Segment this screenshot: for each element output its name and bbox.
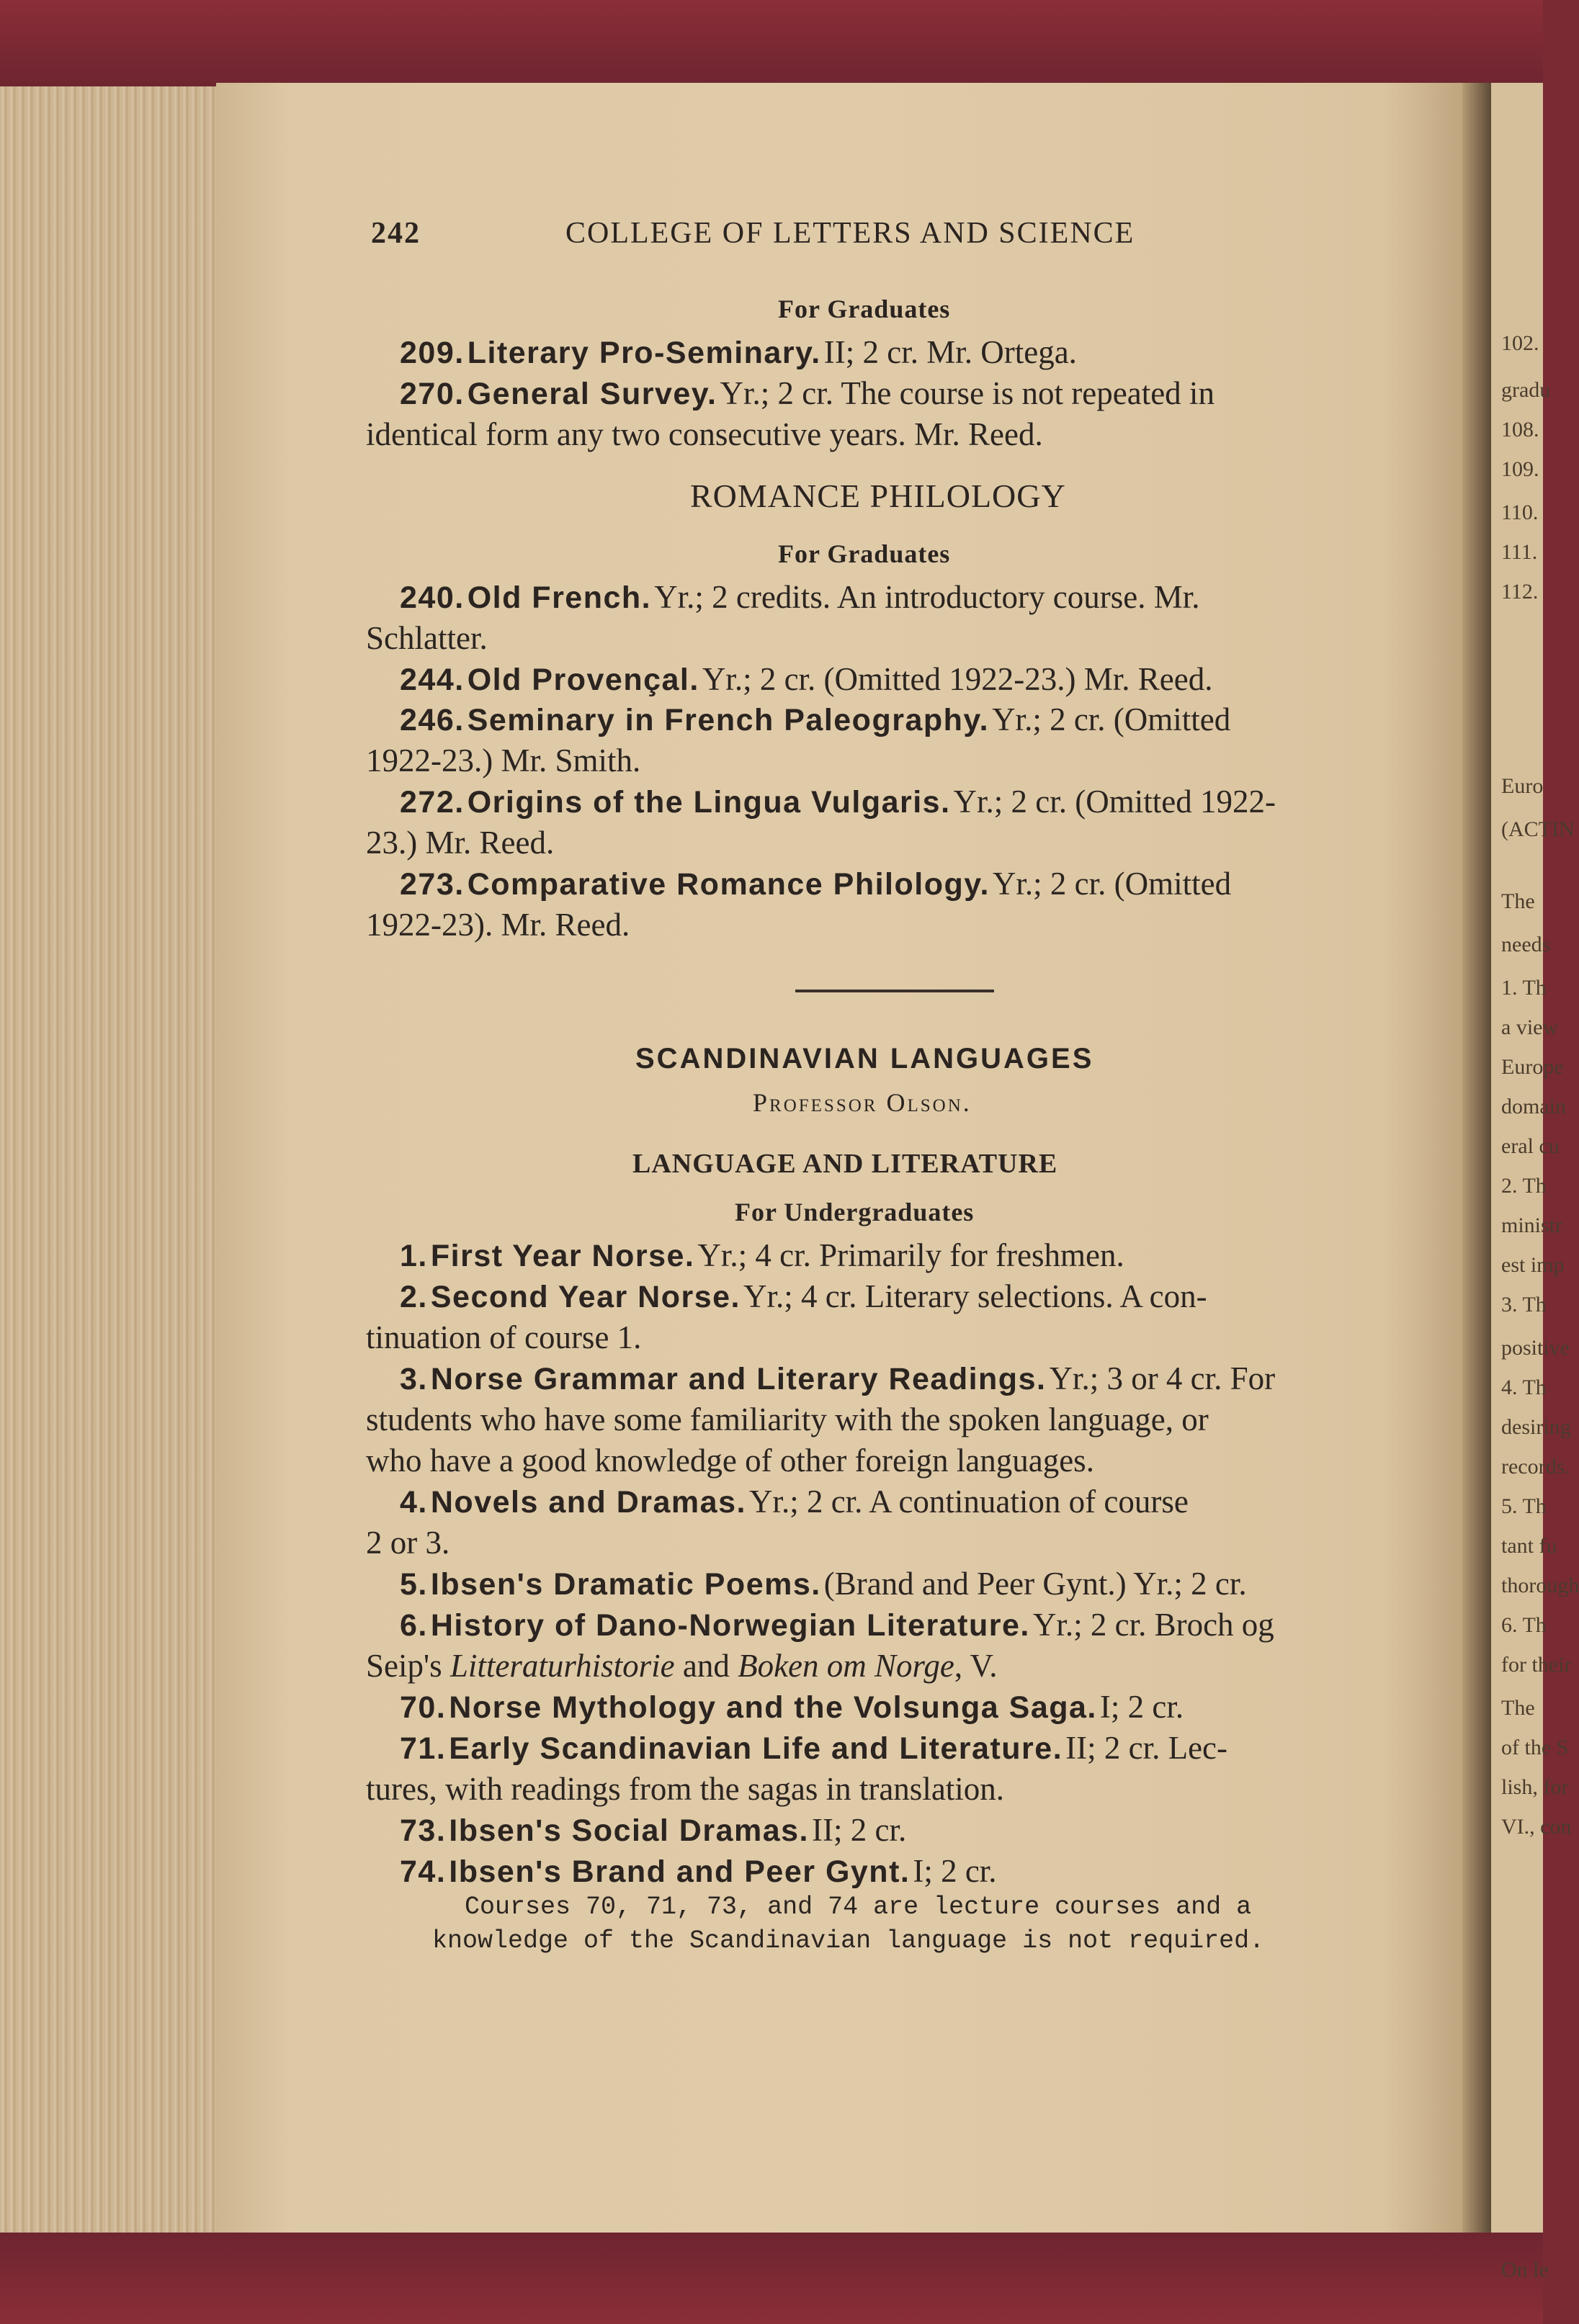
next-page-line: tant fu [1501, 1534, 1557, 1558]
course-title: Norse Grammar and Literary Readings. [430, 1362, 1047, 1396]
course-title: Origins of the Lingua Vulgaris. [467, 785, 951, 820]
course-entry [400, 1483, 1189, 1520]
next-page-line: 4. Th [1501, 1376, 1547, 1399]
course-number: 73. [400, 1813, 447, 1848]
course-details: Yr.; 2 cr. (Omitted 1922-23.) Mr. Reed. [702, 661, 1213, 697]
course-details: Yr.; 2 cr. Broch og [1032, 1607, 1274, 1643]
course-details: Yr.; 2 cr. The course is not repeated in [720, 375, 1215, 411]
course-continuation: Schlatter. [366, 620, 488, 656]
course-number: 4. [400, 1485, 428, 1520]
course-title: First Year Norse. [430, 1239, 695, 1273]
next-page-line: 109. [1501, 457, 1539, 481]
next-page-line: gradu [1501, 378, 1551, 402]
course-entry [400, 374, 1419, 412]
next-page-line: 3. Th [1501, 1293, 1547, 1316]
next-page-line: (ACTIN [1501, 817, 1575, 841]
course-number: 74. [400, 1854, 447, 1889]
footnote-line: knowledge of the Scandinavian language is not required. [432, 1926, 1265, 1955]
course-number: 240. [400, 580, 465, 615]
course-entry [400, 660, 1212, 698]
course-number: 246. [400, 703, 465, 737]
next-page-line: 111. [1501, 540, 1538, 564]
course-details: II; 2 cr. Mr. Ortega. [823, 334, 1077, 370]
course-number: 270. [400, 377, 465, 411]
next-page-line: 1. Th [1501, 976, 1547, 1000]
course-details: Yr.; 2 cr. (Omitted [992, 701, 1231, 737]
next-page-line: domain [1501, 1095, 1566, 1118]
course-details: II; 2 cr. Lec- [1065, 1730, 1228, 1766]
next-page-line: desiring [1501, 1415, 1571, 1439]
running-head: COLLEGE OF LETTERS AND SCIENCE [565, 217, 1135, 250]
course-continuation: identical form any two consecutive years. Mr. Reed. [366, 416, 1043, 452]
next-page-line: VI., con [1501, 1815, 1572, 1839]
continuation-text: and [674, 1648, 738, 1684]
next-page-line: of the S [1501, 1736, 1569, 1759]
next-page-line: positive [1501, 1336, 1570, 1360]
next-page-line: 108. [1501, 418, 1539, 441]
course-details: (Brand and Peer Gynt.) Yr.; 2 cr. [823, 1566, 1247, 1602]
course-number: 1. [400, 1239, 428, 1273]
next-page-line: 5. Th [1501, 1494, 1547, 1518]
next-page-line: 6. Th [1501, 1613, 1547, 1637]
next-page-line: 110. [1501, 501, 1539, 524]
course-number: 70. [400, 1690, 447, 1725]
course-entry [400, 578, 1200, 616]
next-page-line: eral cu [1501, 1134, 1560, 1158]
course-title: Norse Mythology and the Volsunga Saga. [449, 1690, 1097, 1725]
next-page-line: 102. [1501, 331, 1539, 355]
course-entry [400, 1688, 1184, 1726]
section-heading: ROMANCE PHILOLOGY [690, 477, 1066, 514]
next-page-line: 112. [1501, 580, 1539, 604]
course-number: 209. [400, 336, 465, 370]
subheading: For Undergraduates [735, 1198, 975, 1226]
book-title: Boken om Norge [738, 1648, 954, 1684]
course-title: Second Year Norse. [430, 1280, 741, 1314]
division-heading: LANGUAGE AND LITERATURE [632, 1149, 1058, 1179]
course-entry [400, 1811, 906, 1849]
course-details: Yr.; 2 cr. A continuation of course [748, 1484, 1189, 1520]
adjacent-page-fragment [1491, 83, 1579, 2282]
next-page-line: a view [1501, 1015, 1559, 1039]
course-continuation: tures, with readings from the sagas in translation. [366, 1771, 1005, 1807]
course-continuation: tinuation of course 1. [366, 1319, 642, 1355]
course-entry [400, 1278, 1207, 1315]
course-number: 273. [400, 867, 465, 902]
next-page-line: The [1501, 1696, 1535, 1720]
course-title: Ibsen's Social Dramas. [449, 1813, 810, 1848]
course-number: 2. [400, 1280, 428, 1314]
next-page-line: Euro [1501, 774, 1544, 798]
course-continuation: 23.) Mr. Reed. [366, 825, 555, 861]
next-page-line: 2. Th [1501, 1174, 1547, 1198]
course-title: Ibsen's Brand and Peer Gynt. [449, 1854, 911, 1889]
course-entry [400, 1360, 1275, 1397]
next-page-line: records. [1501, 1455, 1570, 1479]
next-page-line: needs [1501, 933, 1551, 956]
continuation-text: , V. [954, 1648, 998, 1684]
course-title: Old French. [467, 580, 652, 615]
course-title: Early Scandinavian Life and Literature. [449, 1731, 1063, 1766]
course-entry [400, 1237, 1124, 1274]
course-entry [400, 1606, 1274, 1643]
course-entry [400, 865, 1231, 902]
next-page-line: est imp [1501, 1253, 1565, 1277]
next-page-line: for their [1501, 1653, 1572, 1677]
course-entry [400, 333, 1077, 371]
course-entry [400, 783, 1276, 820]
next-page-line: On le [1501, 2258, 1549, 2282]
next-page-line: thorough [1501, 1574, 1579, 1597]
page-stack-edge [0, 86, 216, 2233]
course-title: Ibsen's Dramatic Poems. [430, 1567, 821, 1602]
course-title: Comparative Romance Philology. [467, 867, 990, 902]
section-divider [795, 990, 994, 992]
course-details: I; 2 cr. [913, 1853, 997, 1889]
continuation-text: Seip's [366, 1648, 450, 1684]
course-number: 244. [400, 663, 465, 697]
course-entry [400, 1852, 997, 1890]
course-title: Old Provençal. [467, 663, 699, 697]
subheading: For Graduates [778, 295, 951, 323]
gutter-shadow [1462, 83, 1491, 2233]
course-number: 272. [400, 785, 465, 820]
course-continuation: students who have some familiarity with the spoken language, or [366, 1401, 1209, 1437]
course-entry [400, 1729, 1227, 1767]
course-title: Seminary in French Paleography. [467, 703, 990, 737]
course-number: 3. [400, 1362, 428, 1396]
course-title: General Survey. [467, 377, 717, 411]
course-continuation: 1922-23). Mr. Reed. [366, 907, 630, 943]
course-number: 6. [400, 1608, 428, 1643]
footnote-line: Courses 70, 71, 73, and 74 are lecture courses and a [465, 1893, 1252, 1921]
course-details: Yr.; 2 credits. An introductory course. Mr. [654, 579, 1200, 615]
book-cover-top-edge [0, 0, 1543, 86]
course-continuation: 1922-23.) Mr. Smith. [366, 742, 641, 779]
course-details: Yr.; 4 cr. Literary selections. A con- [743, 1278, 1207, 1314]
next-page-line: The [1501, 889, 1535, 913]
next-page-line: lish, for [1501, 1775, 1569, 1799]
course-details: Yr.; 2 cr. (Omitted 1922- [953, 784, 1276, 820]
course-details: Yr.; 2 cr. (Omitted [992, 866, 1232, 902]
section-heading: SCANDINAVIAN LANGUAGES [635, 1043, 1094, 1074]
book-cover-bottom-edge [0, 2233, 1543, 2324]
book-title: Litteraturhistorie [449, 1648, 675, 1684]
course-details: II; 2 cr. [812, 1812, 907, 1848]
course-continuation: who have a good knowledge of other foreign languages. [366, 1443, 1094, 1479]
course-details: Yr.; 3 or 4 cr. For [1049, 1360, 1276, 1396]
next-page-line: ministr [1501, 1213, 1563, 1237]
course-details: Yr.; 4 cr. Primarily for freshmen. [697, 1237, 1124, 1273]
professor-line: Professor Olson. [753, 1088, 972, 1117]
course-title: Novels and Dramas. [430, 1485, 746, 1520]
course-details: I; 2 cr. [1099, 1689, 1184, 1725]
course-continuation: 2 or 3. [366, 1525, 450, 1561]
course-continuation [366, 1647, 998, 1684]
course-number: 71. [400, 1731, 447, 1766]
course-entry [400, 701, 1230, 738]
course-title: History of Dano-Norwegian Literature. [430, 1608, 1030, 1643]
subheading: For Graduates [778, 539, 951, 568]
next-page-line: Europe [1501, 1055, 1564, 1079]
course-number: 5. [400, 1567, 428, 1602]
course-entry [400, 1565, 1247, 1602]
page-number: 242 [371, 217, 421, 250]
course-title: Literary Pro-Seminary. [467, 336, 821, 370]
